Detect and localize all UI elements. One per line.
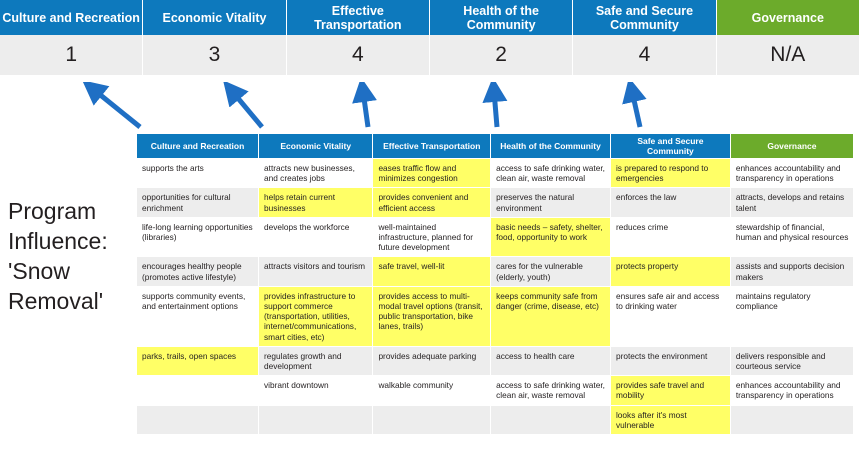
matrix-cell bbox=[137, 376, 259, 405]
matrix-header-governance: Governance bbox=[730, 134, 853, 159]
score-effective-transportation: 4 bbox=[287, 35, 430, 75]
table-row bbox=[137, 405, 854, 434]
matrix-cell bbox=[730, 405, 853, 434]
matrix-cell: attracts, develops and retains talent bbox=[730, 188, 853, 217]
scorecard-header-strip bbox=[0, 0, 859, 87]
score-economic-vitality: 3 bbox=[143, 35, 286, 75]
matrix-cell: provides infrastructure to support commerce (transportation, utilities, internet/communications, smart cities, etc) bbox=[259, 286, 373, 346]
arrow-icon-economic-vitality bbox=[232, 91, 262, 127]
table-row bbox=[137, 257, 854, 286]
matrix-cell: delivers responsible and courteous service bbox=[730, 346, 853, 375]
matrix-cell: provides access to multi-modal travel options (transit, public transportation, bike lanes, trails) bbox=[373, 286, 491, 346]
matrix-cell: supports the arts bbox=[137, 159, 259, 188]
scorecard-category-governance: Governance bbox=[717, 0, 859, 35]
table-row bbox=[137, 188, 854, 217]
arrow-icon-safe-and-secure-community bbox=[632, 91, 640, 127]
scorecard-score-row bbox=[0, 35, 859, 75]
matrix-header-economic-vitality: Economic Vitality bbox=[259, 134, 373, 159]
matrix-cell: supports community events, and entertainment options bbox=[137, 286, 259, 346]
matrix-cell: attracts visitors and tourism bbox=[259, 257, 373, 286]
matrix-cell: ensures safe air and access to drinking water bbox=[610, 286, 730, 346]
matrix-header-health-of-the-community: Health of the Community bbox=[491, 134, 611, 159]
matrix-cell bbox=[137, 405, 259, 434]
matrix-cell: access to safe drinking water, clean air, waste removal bbox=[491, 376, 611, 405]
program-influence-line-4: Removal' bbox=[8, 288, 104, 314]
matrix-cell: assists and supports decision makers bbox=[730, 257, 853, 286]
arrow-icon-health-of-the-community bbox=[494, 91, 497, 127]
matrix-cell: enforces the law bbox=[610, 188, 730, 217]
table-row bbox=[137, 217, 854, 257]
matrix-cell: opportunities for cultural enrichment bbox=[137, 188, 259, 217]
matrix-cell: access to safe drinking water, clean air, waste removal bbox=[491, 159, 611, 188]
matrix-cell: provides adequate parking bbox=[373, 346, 491, 375]
matrix-body bbox=[137, 159, 854, 435]
matrix-cell: looks after it's most vulnerable bbox=[610, 405, 730, 434]
program-influence-line-2: Influence: bbox=[8, 228, 108, 254]
matrix-cell: life-long learning opportunities (libraries) bbox=[137, 217, 259, 257]
matrix-cell: protects property bbox=[610, 257, 730, 286]
matrix-cell: attracts new businesses, and creates jobs bbox=[259, 159, 373, 188]
matrix-cell: safe travel, well-lit bbox=[373, 257, 491, 286]
matrix-cell: provides safe travel and mobility bbox=[610, 376, 730, 405]
matrix-cell: enhances accountability and transparency in operations bbox=[730, 159, 853, 188]
scorecard-category-economic-vitality: Economic Vitality bbox=[143, 0, 286, 35]
matrix-header-safe-and-secure-community: Safe and Secure Community bbox=[610, 134, 730, 159]
matrix-cell: cares for the vulnerable (elderly, youth) bbox=[491, 257, 611, 286]
matrix-cell: develops the workforce bbox=[259, 217, 373, 257]
matrix-header-culture-and-recreation: Culture and Recreation bbox=[137, 134, 259, 159]
arrow-icon-effective-transportation bbox=[363, 91, 368, 127]
matrix-cell: stewardship of financial, human and physical resources bbox=[730, 217, 853, 257]
matrix-cell: walkable community bbox=[373, 376, 491, 405]
matrix-cell: preserves the natural environment bbox=[491, 188, 611, 217]
matrix-cell bbox=[491, 405, 611, 434]
scorecard-category-health-of-the-community: Health of the Community bbox=[430, 0, 573, 35]
program-influence-line-1: Program bbox=[8, 198, 97, 224]
program-influence-label bbox=[8, 196, 136, 316]
matrix-cell: reduces crime bbox=[610, 217, 730, 257]
matrix-cell: basic needs – safety, shelter, food, opportunity to work bbox=[491, 217, 611, 257]
matrix-cell: well-maintained infrastructure, planned for future development bbox=[373, 217, 491, 257]
score-health-of-the-community: 2 bbox=[430, 35, 573, 75]
matrix-cell: eases traffic flow and minimizes congestion bbox=[373, 159, 491, 188]
scorecard-category-safe-and-secure-community: Safe and Secure Community bbox=[573, 0, 716, 35]
influence-matrix-table bbox=[136, 133, 854, 435]
matrix-cell: maintains regulatory compliance bbox=[730, 286, 853, 346]
matrix-cell: keeps community safe from danger (crime, disease, etc) bbox=[491, 286, 611, 346]
table-row bbox=[137, 159, 854, 188]
matrix-cell bbox=[373, 405, 491, 434]
table-row bbox=[137, 376, 854, 405]
matrix-cell: regulates growth and development bbox=[259, 346, 373, 375]
score-governance: N/A bbox=[770, 43, 806, 66]
matrix-cell: parks, trails, open spaces bbox=[137, 346, 259, 375]
table-row bbox=[137, 346, 854, 375]
matrix-header-effective-transportation: Effective Transportation bbox=[373, 134, 491, 159]
score-culture-and-recreation: 1 bbox=[0, 35, 143, 75]
matrix-cell: enhances accountability and transparency in operations bbox=[730, 376, 853, 405]
score-safe-and-secure-community: 4 bbox=[573, 35, 716, 75]
scorecard-category-culture-and-recreation: Culture and Recreation bbox=[0, 0, 143, 35]
matrix-cell: vibrant downtown bbox=[259, 376, 373, 405]
matrix-cell: provides convenient and efficient access bbox=[373, 188, 491, 217]
matrix-cell: access to health care bbox=[491, 346, 611, 375]
scorecard-category-effective-transportation: Effective Transportation bbox=[287, 0, 430, 35]
table-row bbox=[137, 286, 854, 346]
matrix-cell: helps retain current businesses bbox=[259, 188, 373, 217]
connector-arrows-group bbox=[0, 82, 859, 134]
arrow-icon-culture-and-recreation bbox=[93, 89, 140, 127]
matrix-cell: is prepared to respond to emergencies bbox=[610, 159, 730, 188]
program-influence-line-3: 'Snow bbox=[8, 258, 70, 284]
scorecard-category-row bbox=[0, 0, 859, 35]
matrix-cell bbox=[259, 405, 373, 434]
matrix-cell: protects the environment bbox=[610, 346, 730, 375]
matrix-cell: encourages healthy people (promotes active lifestyle) bbox=[137, 257, 259, 286]
matrix-header-row bbox=[137, 134, 854, 159]
